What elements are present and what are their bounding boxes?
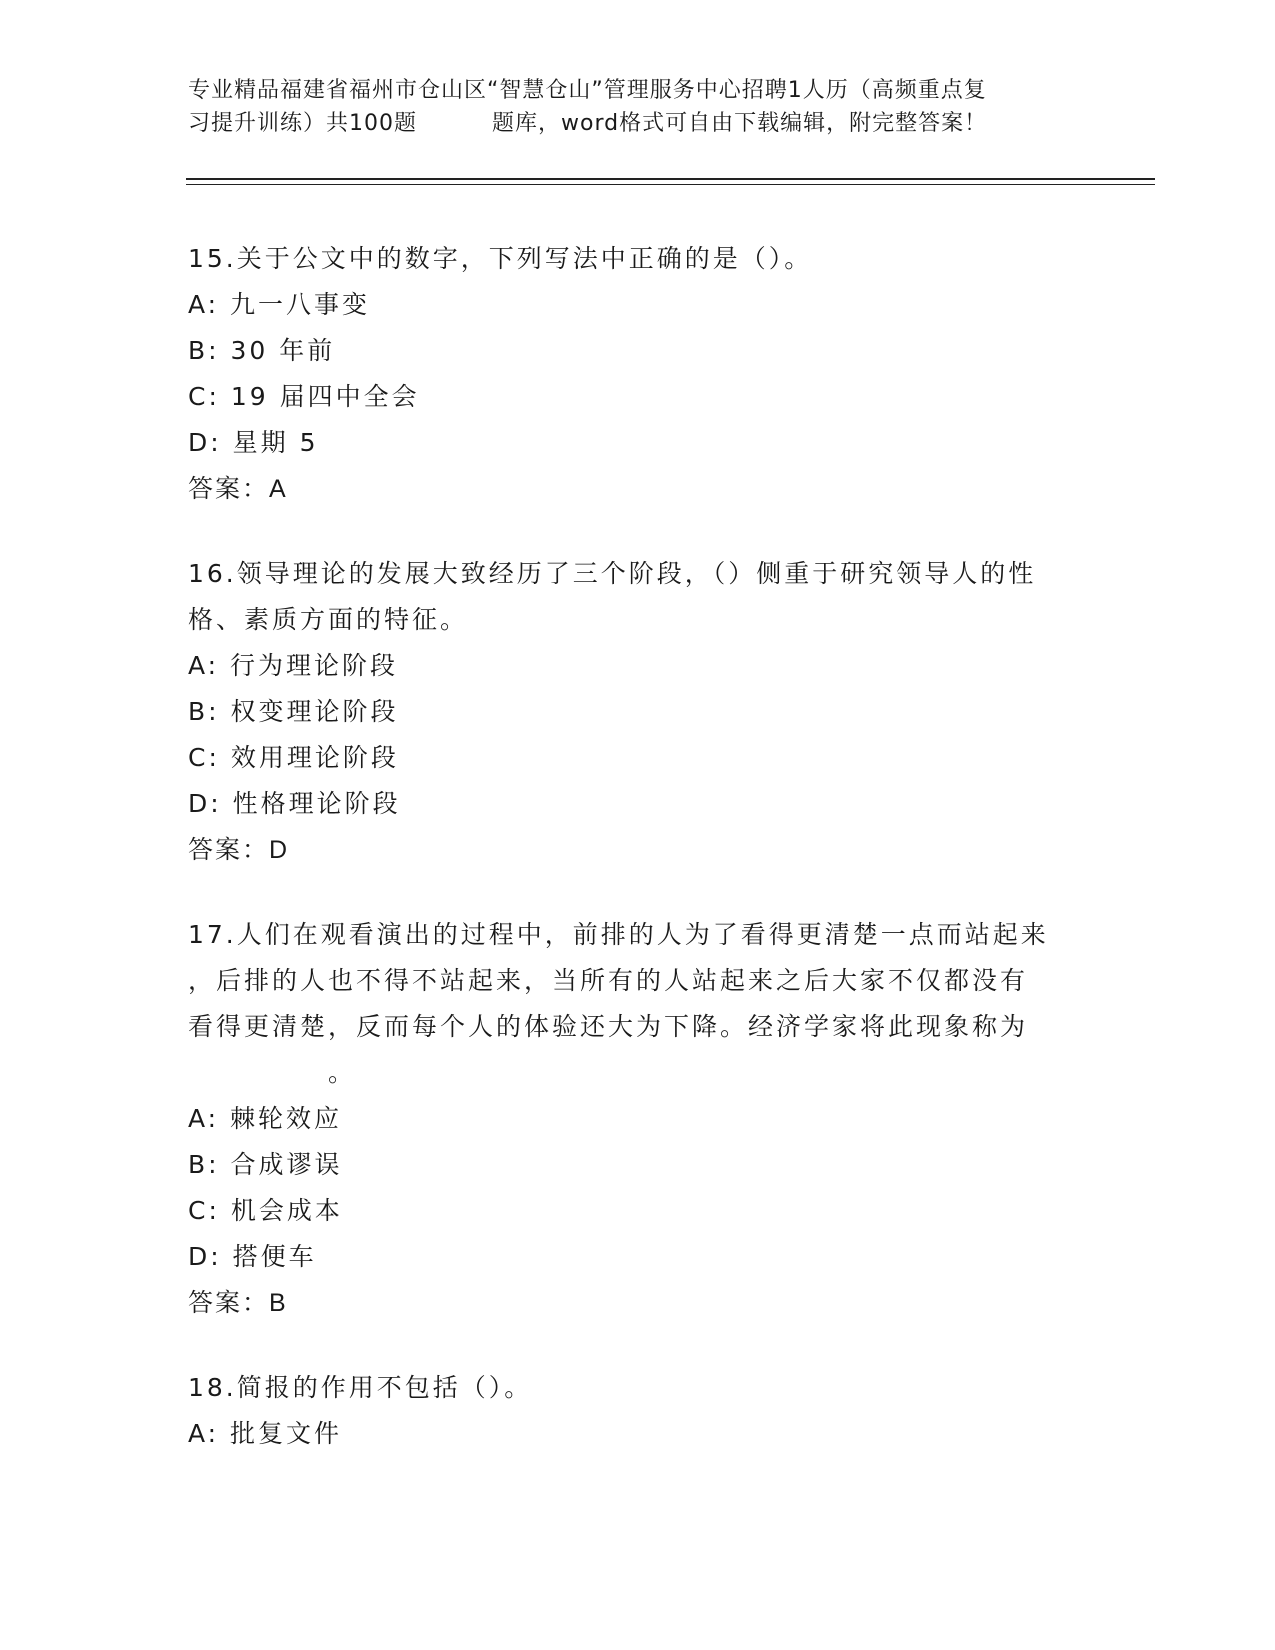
header-line-1: 专业精品福建省福州市仓山区“智慧仓山”管理服务中心招聘1人历（高频重点复 xyxy=(188,78,987,103)
option-a: A: 九一八事变 xyxy=(188,290,371,319)
question-17 xyxy=(188,912,1088,1326)
option-c: C: 19 届四中全会 xyxy=(188,382,420,411)
question-stem-tail: 。 xyxy=(328,1058,357,1087)
question-stem: 15.关于公文中的数字，下列写法中正确的是（）。 xyxy=(188,244,813,273)
option-c: C: 效用理论阶段 xyxy=(188,743,399,772)
question-15 xyxy=(188,236,1088,512)
option-d: D: 星期 5 xyxy=(188,428,319,457)
question-stem: ，后排的人也不得不站起来，当所有的人站起来之后大家不仅都没有 xyxy=(188,966,1029,995)
question-stem: 17.人们在观看演出的过程中，前排的人为了看得更清楚一点而站起来 xyxy=(188,920,1049,949)
question-stem: 18.简报的作用不包括（）。 xyxy=(188,1373,533,1402)
question-16 xyxy=(188,551,1088,873)
header-line-2 xyxy=(188,107,1088,140)
header-divider-thin xyxy=(186,184,1155,185)
answer: 答案：A xyxy=(188,475,288,503)
document-header xyxy=(188,74,1088,140)
option-a: A: 棘轮效应 xyxy=(188,1104,343,1133)
option-a: A: 行为理论阶段 xyxy=(188,651,399,680)
question-list xyxy=(188,236,1088,1496)
header-line-2-part-1: 习提升训练）共100题 xyxy=(188,111,417,136)
option-d: D: 搭便车 xyxy=(188,1242,317,1271)
header-line-2-part-2: 题库，word格式可自由下载编辑，附完整答案！ xyxy=(492,111,988,136)
option-b: B: 30 年前 xyxy=(188,336,336,365)
header-divider-thick xyxy=(186,178,1155,180)
answer: 答案：D xyxy=(188,836,290,864)
question-18 xyxy=(188,1365,1088,1457)
option-b: B: 合成谬误 xyxy=(188,1150,343,1179)
option-b: B: 权变理论阶段 xyxy=(188,697,399,726)
option-d: D: 性格理论阶段 xyxy=(188,789,401,818)
option-a: A: 批复文件 xyxy=(188,1419,343,1448)
option-c: C: 机会成本 xyxy=(188,1196,343,1225)
question-stem: 看得更清楚，反而每个人的体验还大为下降。经济学家将此现象称为 xyxy=(188,1012,1029,1041)
question-stem: 格、素质方面的特征。 xyxy=(188,605,469,634)
answer: 答案：B xyxy=(188,1289,288,1317)
question-stem: 16.领导理论的发展大致经历了三个阶段，（）侧重于研究领导人的性 xyxy=(188,559,1037,588)
